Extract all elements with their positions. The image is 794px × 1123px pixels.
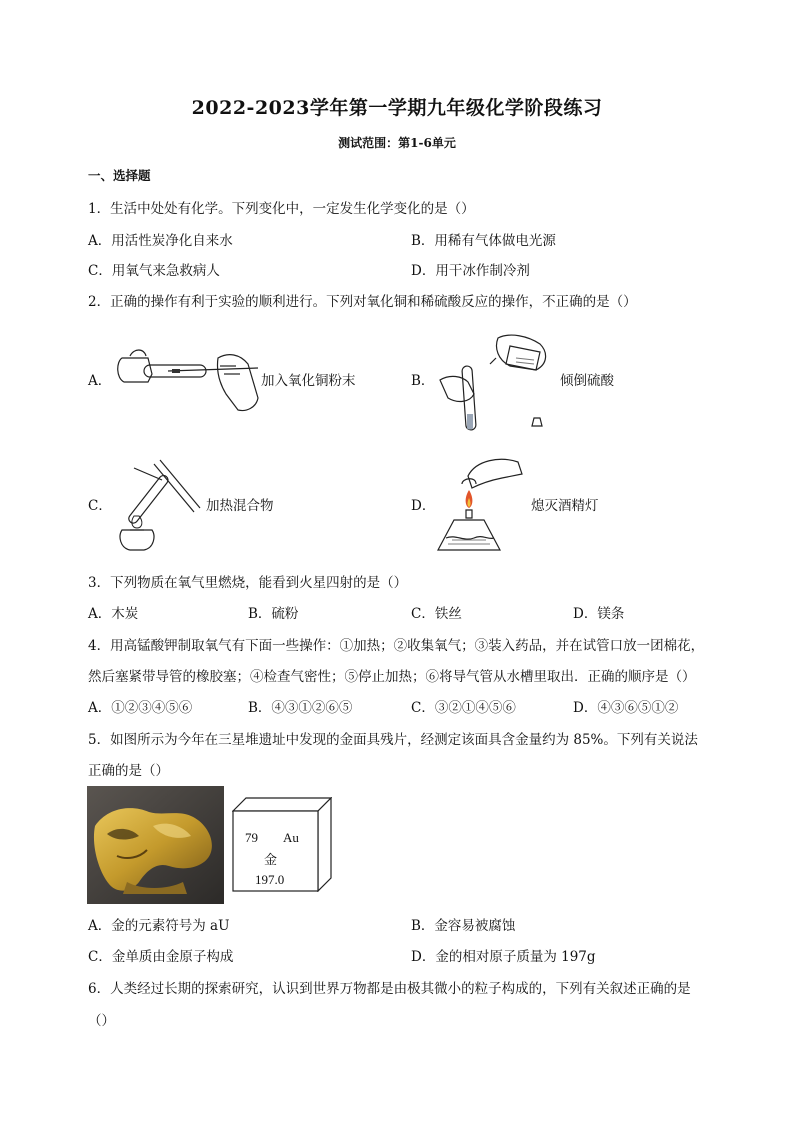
question-2-option-b-label: 倾倒硫酸 [560, 373, 614, 389]
question-5-stem-line-2: 正确的是（） [88, 763, 169, 779]
question-4-stem-line-1: 4．用高锰酸钾制取氧气有下面一些操作：①加热；②收集氧气；③装入药品，并在试管口放一团棉花， [88, 638, 705, 654]
test-tube-powder-icon [108, 338, 263, 416]
question-4-option-d: D．④③⑥⑤①② [573, 700, 679, 716]
element-symbol: Au [283, 830, 299, 845]
question-5-option-c: C．金单质由金原子构成 [88, 949, 234, 965]
question-4-option-c: C．③②①④⑤⑥ [411, 700, 516, 716]
element-atomic-number: 79 [245, 830, 258, 845]
question-2-option-b-letter: B． [411, 373, 435, 389]
question-1-option-c: C．用氧气来急救病人 [88, 263, 220, 279]
question-5-stem-line-1: 5．如图所示为今年在三星堆遗址中发现的金面具残片，经测定该面具含金量约为 85%。下列有关说法 [88, 732, 698, 748]
question-2-option-a-letter: A． [88, 373, 112, 389]
question-4-option-a: A．①②③④⑤⑥ [88, 700, 193, 716]
heating-tube-icon [104, 456, 204, 556]
question-1-option-d: D．用干冰作制冷剂 [411, 263, 530, 279]
question-3-option-a: A．木炭 [88, 606, 139, 622]
question-2-option-c-label: 加热混合物 [206, 498, 274, 514]
question-2-option-a-label: 加入氧化铜粉末 [261, 373, 356, 389]
section-heading: 一、选择题 [88, 168, 151, 183]
element-atomic-mass: 197.0 [255, 872, 285, 887]
extinguish-lamp-icon [432, 454, 526, 558]
question-5-option-d: D．金的相对原子质量为 197g [411, 949, 596, 965]
gold-mask-photo [87, 786, 224, 904]
pour-acid-icon [436, 330, 556, 434]
question-4-stem-line-2: 然后塞紧带导管的橡胶塞；④检查气密性；⑤停止加热；⑥将导气管从水槽里取出．正确的顺序是（） [88, 669, 696, 685]
question-2-option-d-letter: D． [411, 498, 436, 514]
question-6-stem-line-1: 6．人类经过长期的探索研究，认识到世界万物都是由极其微小的粒子构成的，下列有关叙述正确的是 [88, 981, 691, 997]
element-name: 金 [264, 852, 278, 867]
question-3-option-b: B．硫粉 [248, 606, 299, 622]
page-title: 2022-2023学年第一学期九年级化学阶段练习 [191, 97, 603, 119]
question-5-option-a: A．金的元素符号为 aU [88, 918, 230, 934]
question-2-stem: 2．正确的操作有利于实验的顺利进行。下列对氧化铜和稀硫酸反应的操作，不正确的是（） [88, 294, 637, 310]
question-1-option-b: B．用稀有气体做电光源 [411, 233, 556, 249]
page-subtitle: 测试范围：第1-6单元 [338, 136, 456, 150]
question-4-option-b: B．④③①②⑥⑤ [248, 700, 353, 716]
question-6-stem-line-2: （） [88, 1013, 115, 1029]
question-2-option-d-label: 熄灭酒精灯 [531, 498, 599, 514]
question-5-option-b: B．金容易被腐蚀 [411, 918, 516, 934]
question-1-option-a: A．用活性炭净化自来水 [88, 233, 233, 249]
question-3-stem: 3．下列物质在氧气里燃烧，能看到火星四射的是（） [88, 575, 408, 591]
question-1-stem: 1．生活中处处有化学。下列变化中，一定发生化学变化的是（） [88, 201, 475, 217]
question-3-option-d: D．镁条 [573, 606, 625, 622]
question-3-option-c: C．铁丝 [411, 606, 462, 622]
question-2-option-c-letter: C． [88, 498, 112, 514]
